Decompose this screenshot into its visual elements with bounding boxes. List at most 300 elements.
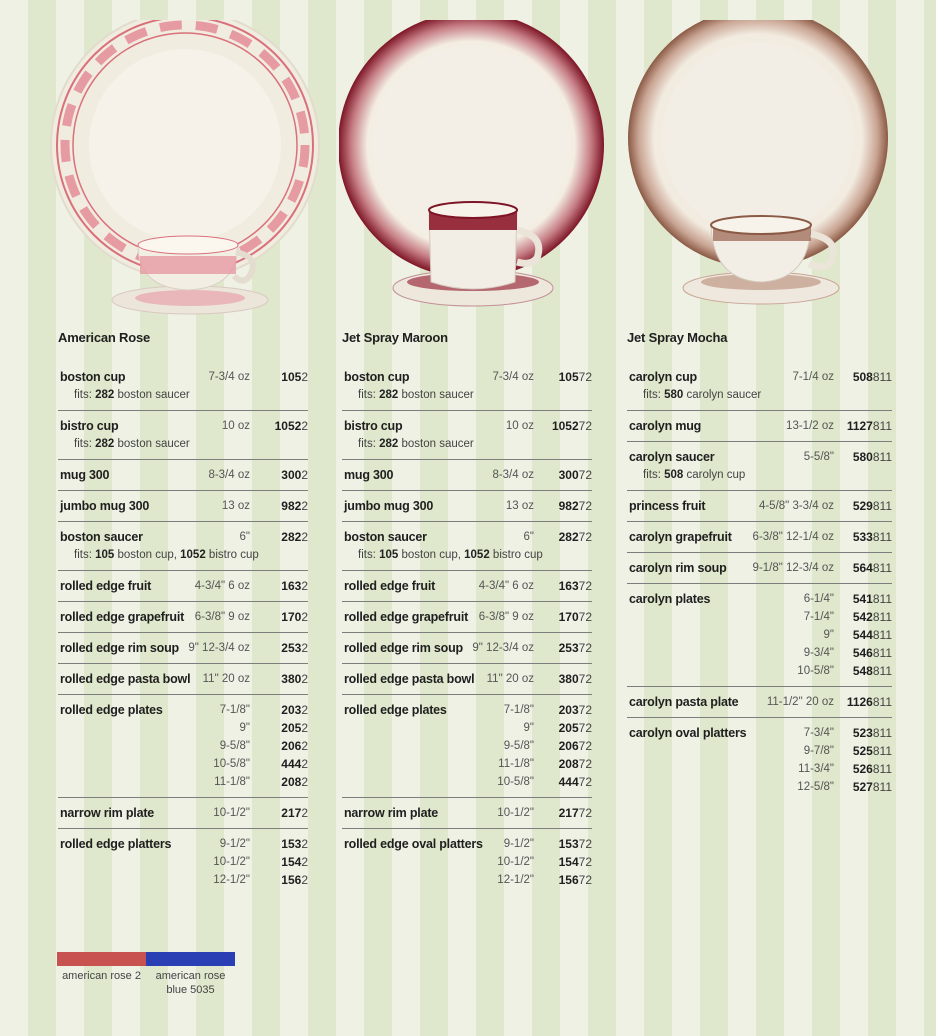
product-code — [538, 528, 592, 546]
product-row — [627, 522, 892, 553]
pattern-suffix: 72 — [578, 873, 592, 887]
product-line — [60, 528, 308, 546]
product-name: narrow rim plate — [344, 806, 439, 820]
product-sizes — [487, 670, 534, 688]
product-size: 11-1/8" — [498, 758, 534, 770]
pattern-suffix: 72 — [578, 806, 592, 820]
product-name: bistro cup — [344, 419, 403, 433]
product-code — [254, 773, 308, 791]
product-size: 6-3/8" 12-1/4 oz — [752, 531, 834, 543]
product-name: rolled edge grapefruit — [60, 610, 185, 624]
product-codes — [838, 417, 892, 435]
product-code — [254, 701, 308, 719]
product-code — [838, 760, 892, 778]
product-size: 9-3/4" — [803, 647, 834, 659]
product-code — [538, 701, 592, 719]
product-row — [342, 460, 592, 491]
product-sizes — [188, 639, 250, 657]
product-size: 8-3/4 oz — [208, 469, 250, 481]
product-line — [60, 701, 308, 791]
product-name: rolled edge oval platters — [344, 837, 483, 851]
item-number: 153 — [558, 837, 579, 851]
product-name: carolyn plates — [629, 592, 711, 606]
product-size: 10-5/8" — [797, 665, 834, 677]
product-line — [629, 528, 892, 546]
fits-item-name: boston saucer — [398, 438, 474, 450]
fits-note — [60, 386, 308, 404]
product-codes — [538, 608, 592, 626]
product-sizes — [203, 670, 250, 688]
product-size: 12-1/2" — [497, 874, 534, 886]
product-size: 9-5/8" — [219, 740, 250, 752]
product-sizes — [497, 701, 534, 791]
product-sizes — [792, 368, 834, 386]
pattern-suffix: 2 — [301, 672, 308, 686]
item-number: 982 — [558, 499, 579, 513]
product-line — [344, 577, 592, 595]
product-sizes — [492, 466, 534, 484]
fits-item-name: boston saucer — [114, 438, 190, 450]
pattern-suffix: 811 — [872, 780, 892, 794]
fits-item-number: 282 — [95, 389, 115, 401]
product-code — [838, 626, 892, 644]
item-number: 1126 — [846, 695, 873, 709]
item-number: 163 — [281, 579, 302, 593]
collection-title: American Rose — [58, 330, 151, 345]
product-codes — [838, 497, 892, 515]
pattern-suffix: 72 — [578, 775, 592, 789]
pattern-suffix: 72 — [578, 419, 592, 433]
product-size: 9-1/2" — [219, 838, 250, 850]
product-row — [342, 829, 592, 895]
item-number: 541 — [852, 592, 873, 606]
product-row — [342, 522, 592, 571]
collection-title: Jet Spray Mocha — [627, 330, 728, 345]
item-number: 208 — [281, 775, 302, 789]
product-code — [254, 417, 308, 435]
product-line — [60, 577, 308, 595]
product-size: 9" — [239, 722, 250, 734]
product-codes — [538, 466, 592, 484]
product-code — [254, 466, 308, 484]
item-number: 105 — [281, 370, 302, 384]
product-code — [254, 368, 308, 386]
product-codes — [254, 670, 308, 688]
product-code — [254, 719, 308, 737]
item-number: 253 — [281, 641, 302, 655]
pattern-suffix: 811 — [872, 664, 892, 678]
product-sizes — [479, 577, 534, 595]
fits-note — [344, 435, 592, 453]
pattern-suffix: 72 — [578, 855, 592, 869]
item-number: 300 — [281, 468, 302, 482]
product-name: rolled edge grapefruit — [344, 610, 469, 624]
pattern-suffix: 2 — [301, 468, 308, 482]
product-sizes — [759, 497, 834, 515]
product-line — [344, 368, 592, 386]
product-code — [254, 737, 308, 755]
pattern-suffix: 811 — [872, 628, 892, 642]
product-list — [627, 362, 892, 802]
product-code — [254, 528, 308, 546]
pattern-suffix: 811 — [872, 370, 892, 384]
product-line — [60, 804, 308, 822]
product-row — [342, 411, 592, 460]
item-number: 580 — [852, 450, 873, 464]
product-code — [838, 528, 892, 546]
pattern-suffix: 811 — [872, 592, 892, 606]
product-name: carolyn saucer — [629, 450, 715, 464]
product-codes — [838, 693, 892, 711]
product-size: 10-1/2" — [497, 856, 534, 868]
item-number: 253 — [558, 641, 579, 655]
fits-item-name: carolyn saucer — [683, 389, 762, 401]
product-size: 10 oz — [505, 420, 534, 432]
fits-item-number: 508 — [664, 469, 684, 481]
product-sizes — [195, 608, 250, 626]
product-code — [838, 724, 892, 742]
swatch-label: american rose 2 — [62, 970, 141, 982]
product-size: 9-1/8" 12-3/4 oz — [752, 562, 834, 574]
item-number: 206 — [558, 739, 579, 753]
product-size: 9" — [523, 722, 534, 734]
product-codes — [538, 368, 592, 386]
product-size: 4-5/8" 3-3/4 oz — [758, 500, 834, 512]
product-codes — [538, 417, 592, 435]
product-code — [254, 577, 308, 595]
product-sizes — [797, 724, 834, 796]
product-codes — [254, 701, 308, 791]
product-sizes — [497, 835, 534, 889]
pattern-suffix: 72 — [578, 499, 592, 513]
product-name: princess fruit — [629, 499, 706, 513]
item-number: 525 — [852, 744, 873, 758]
jet-spray-mocha-dinnerware-image — [627, 20, 892, 320]
item-number: 170 — [281, 610, 302, 624]
product-size: 9-7/8" — [803, 745, 834, 757]
product-code — [538, 835, 592, 853]
product-size: 8-3/4 oz — [492, 469, 534, 481]
product-codes — [538, 577, 592, 595]
item-number: 526 — [852, 762, 873, 776]
item-number: 282 — [281, 530, 302, 544]
item-number: 380 — [281, 672, 302, 686]
product-codes — [838, 528, 892, 546]
fits-note — [629, 466, 892, 484]
fits-prefix: fits: — [74, 389, 96, 401]
fits-item-name: bistro cup — [489, 549, 543, 561]
product-codes — [538, 639, 592, 657]
product-line — [629, 417, 892, 435]
product-code — [538, 577, 592, 595]
product-size: 6" — [523, 531, 534, 543]
product-line — [629, 724, 892, 796]
pattern-suffix: 811 — [872, 646, 892, 660]
pattern-suffix: 72 — [578, 757, 592, 771]
product-codes — [254, 608, 308, 626]
product-row — [342, 695, 592, 798]
product-row — [627, 687, 892, 718]
fits-item-name: boston saucer — [114, 389, 190, 401]
item-number: 542 — [852, 610, 873, 624]
product-line — [629, 497, 892, 515]
product-list — [342, 362, 592, 895]
pattern-suffix: 2 — [301, 855, 308, 869]
column-jet-spray-maroon — [342, 0, 592, 887]
fits-item-number: 282 — [379, 438, 399, 450]
product-code — [538, 719, 592, 737]
item-number: 217 — [281, 806, 302, 820]
product-codes — [838, 590, 892, 680]
item-number: 380 — [558, 672, 579, 686]
product-sizes — [797, 590, 834, 680]
product-size: 11" 20 oz — [486, 673, 534, 685]
product-line — [629, 590, 892, 680]
product-size: 7-1/8" — [219, 704, 250, 716]
product-codes — [254, 804, 308, 822]
product-codes — [254, 497, 308, 515]
item-number: 217 — [558, 806, 579, 820]
swatch-american-rose-blue — [146, 952, 235, 997]
pattern-suffix: 811 — [872, 419, 892, 433]
item-number: 206 — [281, 739, 302, 753]
fits-item-number: 282 — [379, 389, 399, 401]
product-line — [344, 497, 592, 515]
product-code — [538, 773, 592, 791]
product-row — [58, 829, 308, 895]
product-sizes — [753, 559, 834, 577]
fits-prefix: fits: — [358, 438, 380, 450]
product-name: rolled edge plates — [344, 703, 447, 717]
product-size: 11-1/8" — [214, 776, 250, 788]
product-line — [60, 670, 308, 688]
product-size: 6-3/8" 9 oz — [478, 611, 534, 623]
product-size: 12-5/8" — [797, 781, 834, 793]
color-swatches — [57, 952, 235, 997]
pattern-suffix: 811 — [872, 610, 892, 624]
item-number: 300 — [558, 468, 579, 482]
pattern-suffix: 2 — [301, 370, 308, 384]
pattern-suffix: 2 — [301, 806, 308, 820]
pattern-suffix: 811 — [872, 450, 892, 464]
item-number: 156 — [558, 873, 579, 887]
item-number: 203 — [281, 703, 302, 717]
product-sizes — [804, 448, 834, 466]
product-line — [344, 670, 592, 688]
product-name: boston cup — [344, 370, 410, 384]
product-codes — [254, 528, 308, 546]
product-photo-jet-spray-maroon — [342, 0, 592, 320]
product-sizes — [506, 417, 534, 435]
product-name: jumbo mug 300 — [344, 499, 434, 513]
fits-prefix: fits: — [74, 438, 96, 450]
product-row — [342, 491, 592, 522]
product-size: 13-1/2 oz — [786, 420, 834, 432]
product-name: carolyn grapefruit — [629, 530, 732, 544]
product-line — [344, 835, 592, 889]
swatch-color-bar — [146, 952, 235, 966]
american-rose-dinnerware-image — [50, 20, 330, 320]
product-line — [60, 497, 308, 515]
product-name: bistro cup — [60, 419, 119, 433]
product-row — [58, 522, 308, 571]
pattern-suffix: 811 — [872, 762, 892, 776]
product-size: 7-1/8" — [503, 704, 534, 716]
item-number: 1052 — [551, 419, 579, 433]
product-code — [838, 644, 892, 662]
item-number: 982 — [281, 499, 302, 513]
product-code — [538, 670, 592, 688]
fits-item-name: bistro cup — [205, 549, 259, 561]
product-size: 7-3/4" — [803, 727, 834, 739]
product-row — [627, 584, 892, 687]
product-code — [254, 835, 308, 853]
product-code — [538, 871, 592, 889]
product-code — [538, 466, 592, 484]
jet-spray-maroon-dinnerware-image — [339, 20, 609, 320]
product-codes — [538, 804, 592, 822]
product-size: 13 oz — [505, 500, 534, 512]
pattern-suffix: 72 — [578, 739, 592, 753]
product-size: 11-1/2" 20 oz — [766, 696, 834, 708]
item-number: 105 — [558, 370, 579, 384]
pattern-suffix: 811 — [872, 561, 892, 575]
product-name: mug 300 — [60, 468, 110, 482]
product-line — [344, 639, 592, 657]
product-sizes — [524, 528, 534, 546]
product-sizes — [767, 693, 834, 711]
product-line — [344, 804, 592, 822]
product-name: narrow rim plate — [60, 806, 155, 820]
fits-item-number: 105 — [379, 549, 399, 561]
product-sizes — [497, 804, 534, 822]
pattern-suffix: 72 — [578, 610, 592, 624]
product-code — [538, 417, 592, 435]
product-code — [838, 693, 892, 711]
product-codes — [254, 368, 308, 386]
product-row — [58, 362, 308, 411]
product-list — [58, 362, 308, 895]
pattern-suffix: 2 — [301, 703, 308, 717]
product-row — [58, 633, 308, 664]
product-name: jumbo mug 300 — [60, 499, 150, 513]
product-row — [342, 571, 592, 602]
product-codes — [254, 466, 308, 484]
fits-item-name: boston cup, — [114, 549, 181, 561]
product-name: rolled edge rim soup — [60, 641, 179, 655]
item-number: 527 — [852, 780, 873, 794]
product-line — [344, 528, 592, 546]
product-line — [60, 835, 308, 889]
product-row — [58, 602, 308, 633]
product-line — [344, 701, 592, 791]
product-sizes — [213, 835, 250, 889]
product-codes — [538, 528, 592, 546]
pattern-suffix: 811 — [872, 744, 892, 758]
fits-item-number: 1052 — [464, 549, 490, 561]
product-line — [629, 368, 892, 386]
product-name: boston saucer — [344, 530, 427, 544]
product-row — [58, 798, 308, 829]
product-code — [254, 608, 308, 626]
product-size: 7-3/4 oz — [208, 371, 250, 383]
item-number: 529 — [852, 499, 873, 513]
product-size: 9-5/8" — [503, 740, 534, 752]
product-row — [58, 571, 308, 602]
fits-note — [344, 386, 592, 404]
product-codes — [254, 835, 308, 889]
product-size: 9-1/2" — [503, 838, 534, 850]
product-code — [538, 639, 592, 657]
product-code — [538, 853, 592, 871]
pattern-suffix: 2 — [301, 775, 308, 789]
product-name: carolyn oval platters — [629, 726, 747, 740]
product-size: 9" 12-3/4 oz — [472, 642, 534, 654]
item-number: 154 — [281, 855, 302, 869]
product-sizes — [492, 368, 534, 386]
fits-item-number: 580 — [664, 389, 684, 401]
product-line — [344, 466, 592, 484]
product-code — [838, 608, 892, 626]
fits-note — [60, 435, 308, 453]
product-size: 7-3/4 oz — [492, 371, 534, 383]
item-number: 444 — [558, 775, 579, 789]
item-number: 170 — [558, 610, 579, 624]
pattern-suffix: 72 — [578, 468, 592, 482]
pattern-suffix: 811 — [872, 530, 892, 544]
product-size: 6" — [239, 531, 250, 543]
product-row — [627, 362, 892, 411]
product-row — [58, 460, 308, 491]
product-size: 10-1/2" — [497, 807, 534, 819]
product-codes — [838, 559, 892, 577]
product-line — [60, 466, 308, 484]
product-line — [629, 448, 892, 466]
pattern-suffix: 811 — [872, 499, 892, 513]
product-sizes — [506, 497, 534, 515]
product-code — [538, 368, 592, 386]
item-number: 156 — [281, 873, 302, 887]
product-photo-jet-spray-mocha — [627, 0, 892, 320]
item-number: 205 — [558, 721, 579, 735]
product-row — [627, 411, 892, 442]
product-name: boston saucer — [60, 530, 143, 544]
fits-item-name: boston saucer — [398, 389, 474, 401]
fits-note — [344, 546, 592, 564]
product-code — [254, 670, 308, 688]
product-sizes — [213, 701, 250, 791]
item-number: 544 — [852, 628, 873, 642]
pattern-suffix: 72 — [578, 672, 592, 686]
product-row — [58, 695, 308, 798]
pattern-suffix: 2 — [301, 721, 308, 735]
product-size: 11-3/4" — [798, 763, 834, 775]
product-name: carolyn cup — [629, 370, 697, 384]
product-photo-american-rose — [58, 0, 308, 320]
item-number: 208 — [558, 757, 579, 771]
product-size: 11" 20 oz — [202, 673, 250, 685]
pattern-suffix: 2 — [301, 837, 308, 851]
product-row — [342, 602, 592, 633]
product-line — [60, 639, 308, 657]
product-code — [538, 737, 592, 755]
product-size: 4-3/4" 6 oz — [194, 580, 250, 592]
pattern-suffix: 2 — [301, 530, 308, 544]
product-code — [838, 778, 892, 796]
product-size: 10-1/2" — [213, 856, 250, 868]
product-row — [342, 664, 592, 695]
product-line — [60, 417, 308, 435]
